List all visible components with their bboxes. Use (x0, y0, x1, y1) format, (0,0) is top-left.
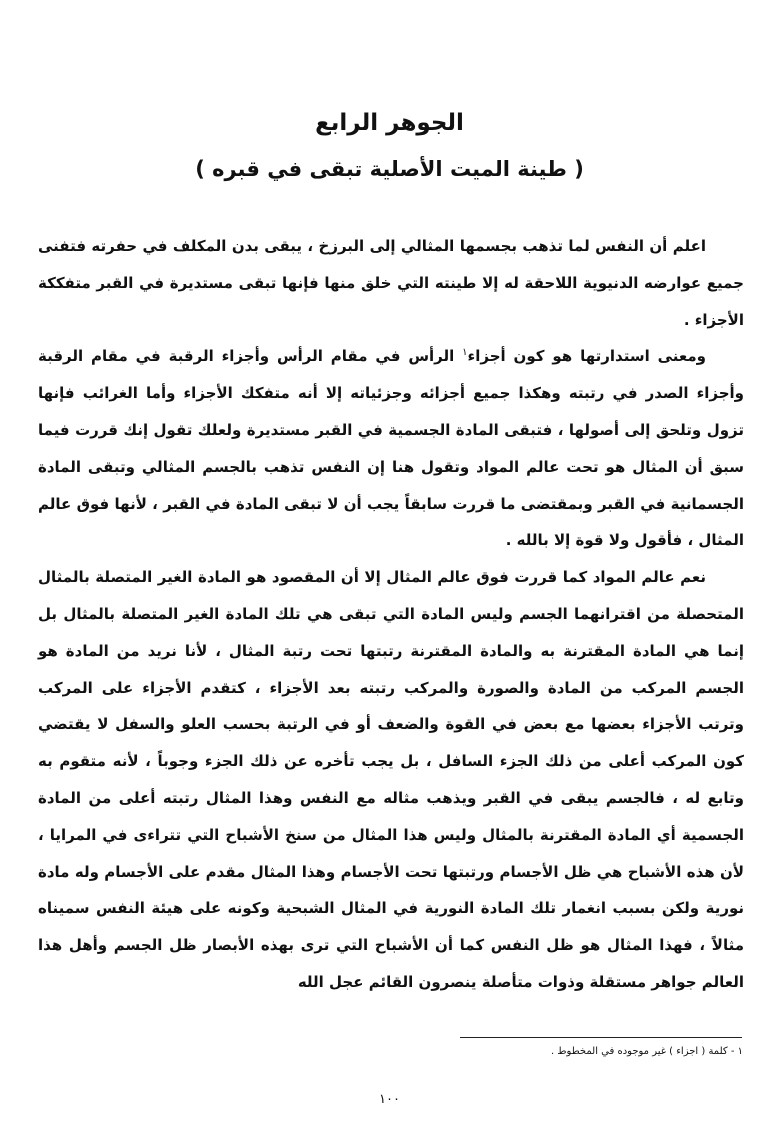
paragraph-2 (38, 338, 744, 559)
page-subtitle: ( طينة الميت الأصلية تبقى في قبره ) (195, 157, 584, 181)
footnote-marker: ١ (462, 347, 468, 359)
page-title: الجوهر الرابع (315, 110, 464, 136)
footnote-divider (460, 1037, 742, 1038)
body-text (38, 228, 744, 1001)
paragraph-1: اعلم أن النفس لما تذهب بجسمها المثالي إلى البرزخ ، يبقى بدن المكلف في حفرته فتفنى جميع عوارضه الدنيوية اللاحقة له إلا طينته التي خلق منها فإنها تبقى مستديرة في القبر متفككة الأجزاء . (38, 237, 744, 329)
paragraph-2-rest: الرأس في مقام الرأس وأجزاء الرقبة في مقام الرقبة وأجزاء الصدر في رتبته وهكذا جميع أجزائه وجزئياته إلا أنه متفكك الأجزاء وأما الغرائب فإنها تزول وتلحق إلى أصولها ، فتبقى المادة الجسمية في القبر مستديرة ولعلك تقول إنك قررت فيما سبق أن المثال هو تحت عالم المواد وتقول هنا إن النفس تذهب بالجسم المثالي وتبقى المادة الجسمانية في القبر وبمقتضى ما قررت سابقاً يجب أن لا تبقى المادة في القبر ، لأنها فوق عالم المثال ، فأقول ولا قوة إلا بالله . (38, 347, 744, 550)
footnote: ١ - كلمة ( اجزاء ) غير موجوده في المخطوط . (550, 1046, 743, 1057)
page-number: ١٠٠ (379, 1092, 400, 1107)
paragraph-2-start: ومعنى استدارتها هو كون أجزاء (467, 347, 706, 366)
paragraph-3: نعم عالم المواد كما قررت فوق عالم المثال إلا أن المقصود هو المادة الغير المتصلة بالمثال المتحصلة من اقترانهما الجسم وليس المادة التي تبقى هي تلك المادة الغير المتصلة بالمثال بل إنما هي المادة المقترنة به والمادة المقترنة رتبتها تحت رتبة المثال ، لأنا نريد من المادة هو الجسم المركب من المادة والصورة والمركب رتبته بعد الأجزاء ، كتقدم الأجزاء على المركب وترتب الأجزاء بعضها مع بعض في القوة والضعف أو في الرتبة بحسب العلو والسفل لا يقتضي كون المركب أعلى من ذلك الجزء السافل ، بل يجب تأخره عن ذلك الجزء وجوباً ، لأنه متقوم به وتابع له ، فالجسم يبقى في القبر ويذهب مثاله مع النفس وهذا المثال رتبته أعلى من المادة الجسمية أي المادة المقترنة بالمثال وليس هذا المثال من سنخ الأشباح التي تتراءى في المرايا ، لأن هذه الأشباح هي ظل الأجسام ورتبتها تحت الأجسام وهذا المثال مقدم على الأجسام وله مادة نورية ولكن بسبب انغمار تلك المادة النورية في المثال الشبحية وكونه على هيئة النفس سميناه مثالاً ، فهذا المثال هو ظل النفس كما أن الأشباح التي ترى بهذه الأبصار ظل الجسم وأهل هذا العالم جواهر مستقلة وذوات متأصلة ينصرون القائم عجل الله (38, 568, 744, 991)
